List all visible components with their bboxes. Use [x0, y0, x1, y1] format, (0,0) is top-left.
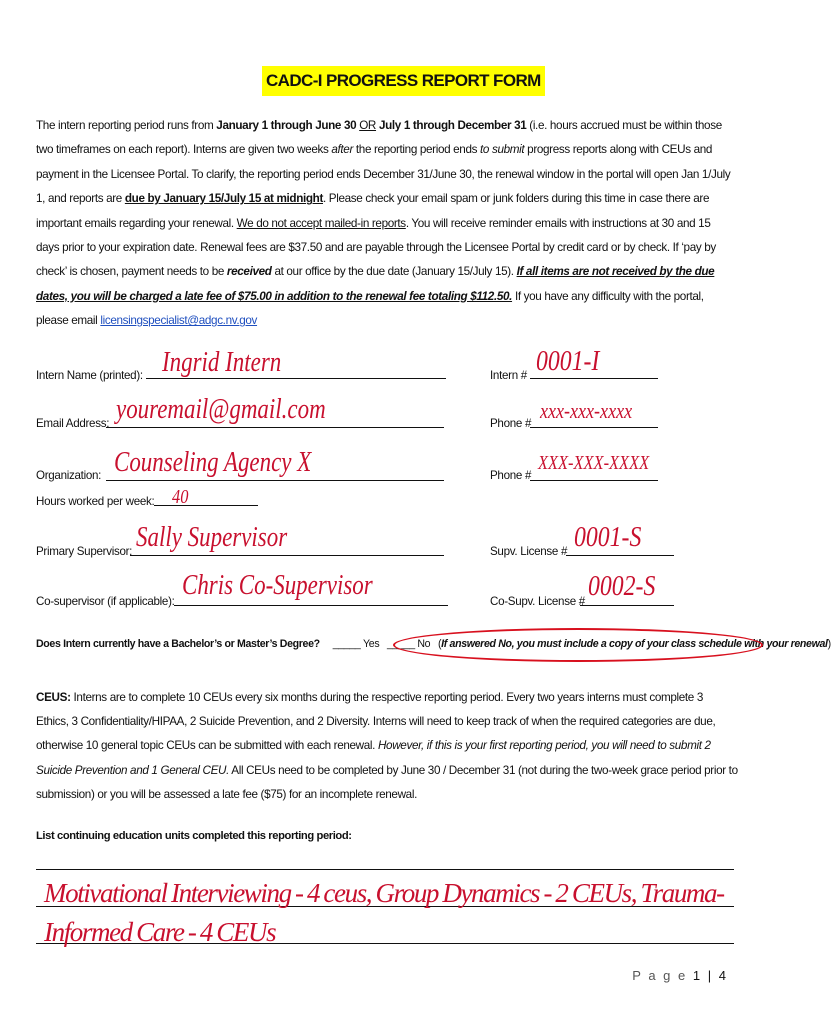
no-blank[interactable]: _____	[387, 638, 415, 650]
email-value[interactable]: youremail@gmail.com	[116, 394, 326, 425]
intern-number-label: Intern #	[490, 369, 527, 382]
ceus-label: CEUS:	[36, 691, 71, 704]
intro-text: the reporting period ends	[353, 143, 480, 157]
email-line[interactable]	[106, 427, 444, 428]
ceu-line-1[interactable]	[36, 869, 734, 870]
intro-to-submit: to submit	[480, 143, 525, 157]
intro-text: . Please check your email spam or junk folders during this time in case there are important emails regarding your renewal.	[36, 192, 710, 230]
ceus-text: All CEUs need to be completed by June 30 / December 31 (not during the two-week grace period prior to submission) or you will be assessed a late fee ($75) for an incomplete renewal.	[36, 763, 738, 801]
intro-text: progress reports along with CEUs and payment in the Licensee Portal. To clarify, the reporting period ends December 31/June 30, the renewal window in the portal will open Jan 1/July 1, and reports are	[36, 143, 731, 206]
organization-line[interactable]	[106, 480, 444, 481]
phone-2-value[interactable]: XXX-XXX-XXXX	[538, 452, 650, 474]
intro-no-mail: We do not accept mailed-in reports	[236, 216, 406, 230]
page-footer: P a g e 1 | 4	[632, 968, 728, 983]
phone-2-line[interactable]	[530, 480, 658, 481]
ceus-paragraph	[36, 686, 738, 807]
email-label: Email Address:	[36, 417, 110, 430]
intern-number-value[interactable]: 0001-I	[536, 345, 600, 377]
co-supervisor-line[interactable]	[174, 605, 448, 606]
intro-text: (i.e. hours accrued must be within those two timeframes on each report). Interns are given two weeks	[36, 119, 722, 157]
intro-period-2: July 1 through December 31	[378, 119, 527, 132]
ceu-list-heading: List continuing education units completed this reporting period:	[36, 830, 352, 842]
phone-1-value[interactable]: xxx-xxx-xxxx	[540, 398, 633, 423]
page-word: P a g e	[632, 968, 688, 983]
intern-name-label: Intern Name (printed):	[36, 369, 143, 382]
intro-paragraph	[36, 114, 736, 334]
phone-1-label: Phone #	[490, 417, 532, 430]
ceus-text: Interns are to complete 10 CEUs every six months during the respective reporting period. Every two years interns must complete 3 Ethics, 3 Confidentiality/HIPAA, 2 Suicide Prevention, and 2 Diversity. Interns will need to keep track of when the required categories are due, otherwise 10 general topic CEUs can be submitted with each renewal.	[36, 691, 716, 753]
intro-due-date: due by January 15/July 15 at midnight	[124, 192, 323, 206]
form-title: CADC-I PROGRESS REPORT FORM	[262, 66, 545, 96]
phone-2-label: Phone #	[490, 469, 532, 482]
co-supv-license-label: Co-Supv. License #	[490, 595, 585, 608]
hours-line[interactable]	[154, 505, 258, 506]
degree-question: Does Intern currently have a Bachelor’s or Master’s Degree?	[36, 638, 320, 650]
hours-label: Hours worked per week:	[36, 495, 155, 508]
intro-text: The intern reporting period runs from	[36, 119, 217, 132]
annotation-circle	[393, 628, 763, 662]
degree-note: If answered No, you must include a copy of your class schedule with your renewal	[441, 638, 828, 650]
intro-text: If you have any difficulty with the portal, please email	[36, 289, 704, 328]
hours-value[interactable]: 40	[172, 486, 189, 508]
intern-name-value[interactable]: Ingrid Intern	[162, 347, 282, 378]
primary-supervisor-value[interactable]: Sally Supervisor	[136, 522, 288, 553]
organization-value[interactable]: Counseling Agency X	[114, 447, 312, 478]
organization-label: Organization:	[36, 469, 102, 482]
supv-license-line[interactable]	[566, 555, 674, 556]
page-total: 4	[718, 968, 728, 983]
supv-license-value[interactable]: 0001-S	[574, 521, 642, 553]
co-supv-license-line[interactable]	[580, 605, 674, 606]
primary-supervisor-line[interactable]	[130, 555, 444, 556]
degree-question-row: Does Intern currently have a Bachelor’s or Master’s Degree? _____ Yes _____ No (If answered No, you must include a copy of your class schedule with your renewal)	[36, 638, 831, 650]
co-supv-license-value[interactable]: 0002-S	[588, 570, 656, 602]
intro-after: after	[331, 143, 353, 157]
yes-blank[interactable]: _____	[332, 638, 361, 650]
co-supervisor-value[interactable]: Chris Co-Supervisor	[182, 570, 373, 601]
co-supervisor-label: Co-supervisor (if applicable):	[36, 595, 175, 608]
no-label: No	[417, 638, 431, 650]
intro-or: OR	[359, 119, 377, 132]
page-number: 1	[692, 968, 703, 983]
primary-supervisor-label: Primary Supervisor:	[36, 545, 133, 558]
intro-period-1: January 1 through June 30	[216, 119, 357, 132]
yes-label: Yes	[363, 638, 380, 650]
ceu-list-value[interactable]: Motivational Interviewing - 4 ceus, Group Dynamics - 2 CEUs, Trauma-Informed Care - 4 CEUs	[44, 878, 724, 947]
supv-license-label: Supv. License #	[490, 545, 568, 558]
email-link[interactable]: licensingspecialist@adgc.nv.gov	[100, 314, 258, 328]
phone-1-line[interactable]	[530, 427, 658, 428]
intro-late-fee: If all items are not received by the due dates, you will be charged a late fee of $75.00 in addition to the renewal fee totaling $112.50.	[36, 265, 715, 303]
intro-text: . You will receive reminder emails with instructions at 30 and 15 days prior to your expiration date. Renewal fees are $37.50 and are payable through the Licensee Portal by credit card or by check. If ‘pay by check’ is chosen, payment needs to be	[36, 216, 716, 279]
intro-text: at our office by the due date (January 15/July 15).	[271, 265, 517, 279]
intro-received: received	[226, 265, 272, 279]
intern-number-line[interactable]	[530, 378, 658, 379]
ceus-first-period-note: However, if this is your first reporting period, you will need to submit 2 Suicide Prevention and 1 General CEU.	[36, 739, 711, 777]
